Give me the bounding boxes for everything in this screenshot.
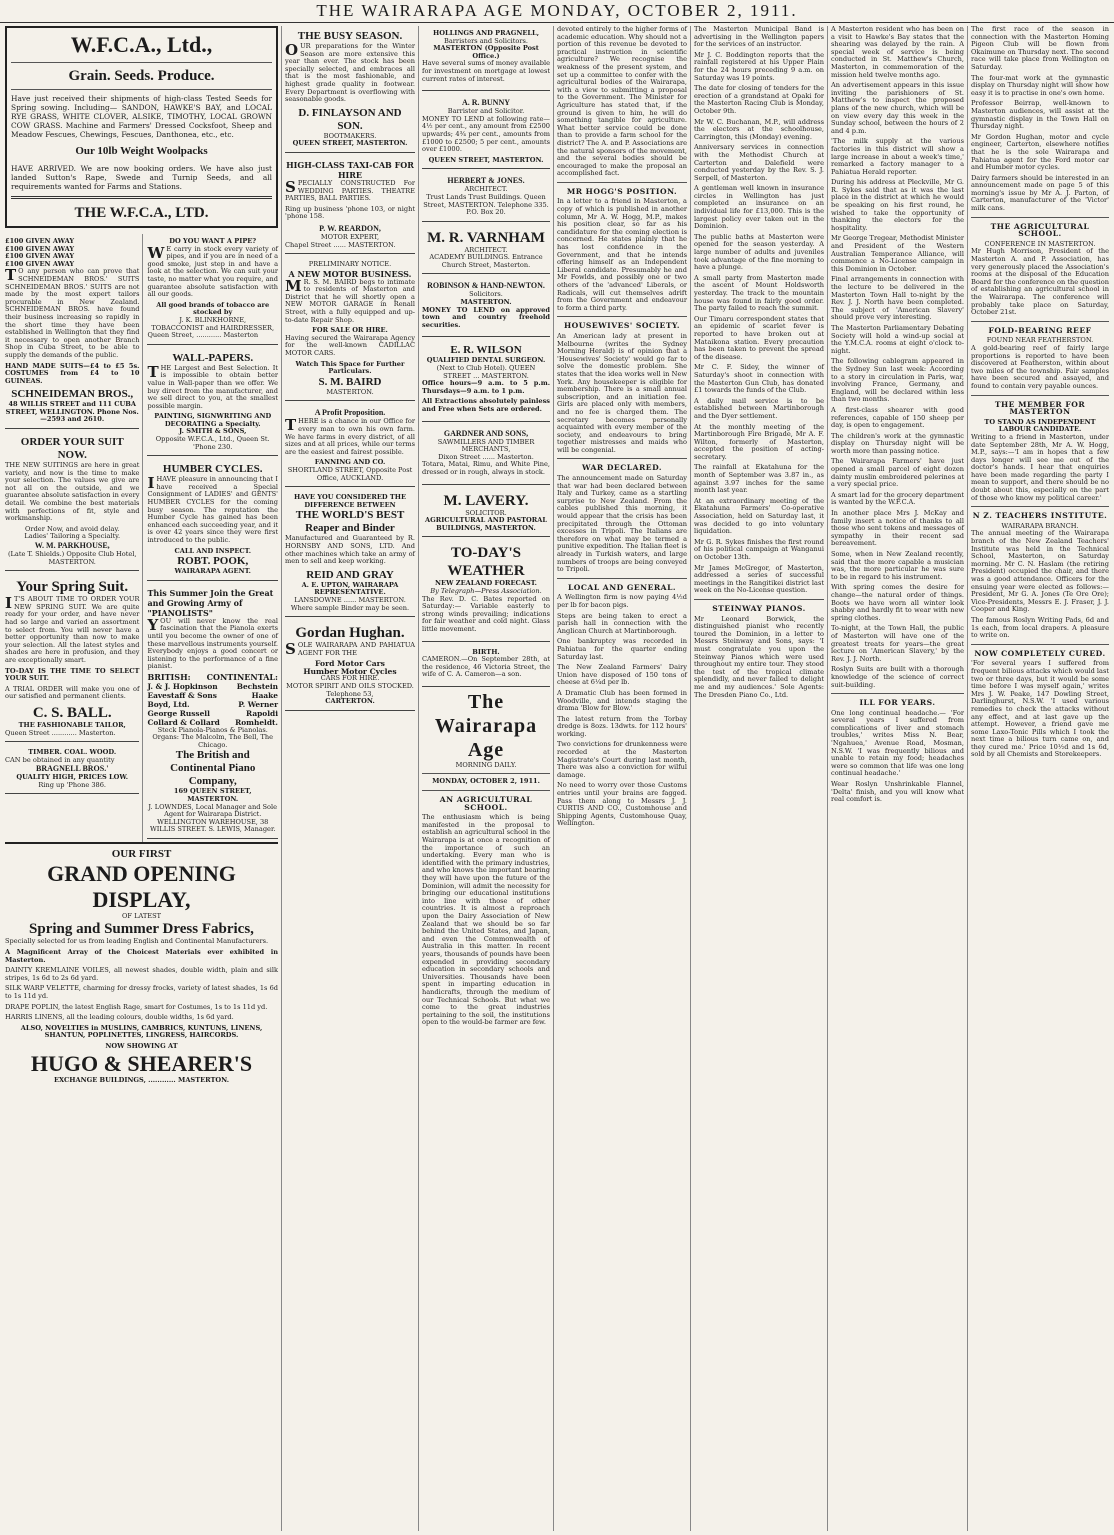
weather-body: The Rev. D. C. Bates reported on Saturday:— Variable easterly to strong winds prevailing; indications for fair weather and cold night. Glass little movement. — [422, 594, 550, 633]
robinson-body: MONEY TO LEND on approved town and country freehold securities. — [422, 305, 550, 329]
timber-ring: Ring up 'Phone 386. — [38, 780, 107, 789]
maker-item: Haake — [251, 690, 278, 700]
gardner-name: GARDNER AND SONS, — [443, 428, 529, 438]
pianos-headers — [147, 671, 278, 682]
roslyn-body: The famous Roslyn Writing Pads, 6d and 1s each, from local drapers. A pleasure to write on. — [971, 615, 1109, 640]
local-item: One bankruptcy was recorded in Pahiatua for the quarter ending Saturday last. — [557, 637, 687, 661]
wallpapers-spec: PAINTING, SIGNWRITING AND DECORATING a Specialty. — [154, 412, 272, 428]
profit-addr: SHORTLAND STREET, Opposite Post Office, AUCKLAND. — [287, 465, 413, 482]
pianos-wellington: WELLINGTON WAREHOUSE, 38 WILLIS STREET. S. LEWIS, Manager. — [149, 817, 276, 834]
wfca-advert — [5, 26, 278, 228]
weather-by: By Telegraph—Press Association. — [430, 586, 542, 595]
wilson-hours: Office hours—9 a.m. to 5 p.m. Thursdays—9 a.m. to 1 p.m. — [422, 379, 550, 395]
birth-section — [422, 645, 550, 687]
pianos-advert — [147, 584, 278, 839]
varnham-name: M. R. VARNHAM — [427, 229, 545, 246]
wilson-body: All Extractions absolutely painless and Free when Sets are ordered. — [422, 397, 550, 413]
reef-body: A gold-bearing reef of fairly large proportions is reported to have been discovered at Featherston, within about two miles of the township. Fair samples have been secured and assayed, and found to contain very payable ounces. — [971, 343, 1109, 390]
wallpapers-advert — [147, 348, 278, 457]
lavery-sub: SOLICITOR. — [465, 508, 507, 517]
timber-name: BRAGNELL BROS.' — [35, 764, 109, 774]
busy-addr: QUEEN STREET, MASTERTON. — [292, 139, 408, 148]
spring-suit-body: IT'S ABOUT TIME TO ORDER YOUR NEW SPRING SUIT. We are quite ready for your order, and have never had so large and varied an assortment to select from. You will never have a better opportunity than now to make your selection. All the latest styles and shades are here in profusion, and they are exceptionally smart. — [5, 594, 140, 664]
hogg-body: In a letter to a friend in Masterton, a copy of which is published in another column, Mr A. W. Hogg, M.P., makes his position clear, so far as his candidature for the coming election is concerned. He states plainly that he has lost confidence in the Government, and that he intends offering himself as an Independent Liberal candidate. Presumably he and Mr Fowlds, and possibly one or two others of the 'advanced' Liberals, or Radicals, will cut themselves adrift from the Government and endeavour to form a third party. — [557, 197, 687, 312]
column-6 — [828, 26, 968, 1531]
maker-item: George Russell — [147, 708, 210, 718]
grand-latest: OF LATEST — [122, 911, 161, 920]
gardner-body: Totara, Matai, Rimu, and White Pine, dressed or in rough, always in stock. — [422, 460, 550, 476]
taxi-name: P. W. REARDON, — [319, 223, 381, 233]
grand-line: DRAPE POPLIN, the latest English Rage, smart for Costumes, 1s to 1s 11d yd. — [5, 1002, 268, 1011]
hughan-item: CARS FOR HIRE. — [320, 674, 380, 683]
hughan-name: Gordan Hughan. — [295, 625, 405, 642]
motor-prelim: PRELIMINARY NOTICE. — [308, 260, 392, 269]
timber-body: CAN be obtained in any quantity — [5, 755, 115, 764]
reaper-addr: LANSDOWNE ...... MASTERTON. — [294, 595, 406, 604]
herbert-advert — [422, 172, 550, 221]
member-sub: TO STAND AS INDEPENDENT LABOUR CANDIDATE. — [984, 417, 1096, 434]
divider — [557, 182, 687, 183]
war-body: The announcement made on Saturday that war had been declared between Italy and Turkey, came as a startling surprise to New Zealand. From the cables published this morning, it would appear that the crisis has been precipitated through the Ottoman excesses in Tripoli. The Italians are therefore on what may be termed a punitive expedition. The Italian fleet is already in Turkish waters, and large numbers of troops are being conveyed to Tripoli. — [557, 474, 687, 574]
reaper-head: HAVE YOU CONSIDERED THE DIFFERENCE BETWEEN — [293, 493, 407, 509]
continental-label: CONTINENTAL: — [206, 671, 278, 682]
steinway-body: Mr Leonard Borwick, the distinguished pianist who recently toured the Dominion, in a letter to Messrs Steinway and Sons, says: 'I must congratulate you upon the Steinway Pianos which were used throughout my entire tour. They stood the test of the tropical climate splendidly, and never failed to delight me and my audiences.' Sole Agents: The Dresden Piano Co., Ltd. — [694, 614, 824, 699]
school-sub: CONFERENCE IN MASTERTON. — [984, 239, 1096, 248]
suit-advert — [5, 432, 139, 571]
hogg-head: MR HOGG'S POSITION. — [566, 186, 678, 196]
news-item: A small party from Masterton made the ascent of Mount Holdsworth yesterday. The track to the mountain house was found in fairly good order. The party failed to reach the summit. — [694, 273, 824, 313]
pianos-body: YOU will never know the real fascination that the Pianola exerts until you become the owner of one of these marvellous instruments yourself. Everybody enjoys a good concert or listening to the performance of a fine pianist. — [147, 615, 278, 671]
suit-order: Order Now, and avoid delay. — [25, 524, 120, 533]
grand-line: SILK WARP VELETTE, charming for dressy frocks, variety of latest shades, 1s 6d to 1s 11d yd. — [5, 984, 278, 1001]
news-item: The Masterton Parliamentary Debating Society will hold a wind-up social at the Y.M.C.A. rooms at eight o'clock to-night. — [831, 323, 964, 355]
pianos-manager: J. LOWNDES, Local Manager and Sole Agent for Wairarapa District. — [148, 802, 278, 819]
bunny-addr: QUEEN STREET, MASTERTON. — [428, 155, 544, 164]
column-1-split — [5, 234, 278, 842]
local-item: The New Zealand Farmers' Dairy Union have disposed of 150 tons of cheese at 6¼d per lb. — [557, 663, 687, 687]
taxi-sub: MOTOR EXPERT, — [320, 232, 380, 241]
column-3 — [419, 26, 554, 1531]
humber-body: IHAVE pleasure in announcing that I have received a Special Consignment of LADIES' and GENTS' HUMBER CYCLES for the coming busy season. The reputation the Humber Cycle has gained has been enhanced each succeeding year, and it is over 42 years since they were first introduced to the public. — [147, 474, 278, 544]
hollings-advert — [422, 26, 550, 91]
paper-title-block — [422, 690, 550, 1027]
timber-quality: QUALITY HIGH, PRICES LOW. — [16, 773, 129, 782]
reef-head: FOLD-BEARING REEF — [988, 325, 1092, 335]
spring-suit-head: Your Spring Suit. — [16, 579, 129, 596]
hollings-name: HOLLINGS AND PRAGNELL, — [432, 29, 539, 37]
british-label: BRITISH: — [147, 671, 191, 682]
pipe-sub: TOBACCONIST and HAIRDRESSER, — [151, 323, 275, 332]
profit-advert — [285, 404, 415, 487]
humber-call: CALL AND INSPECT. — [174, 546, 251, 555]
news-item: Mr W. C. Buchanan, M.P., will address the electors at the schoolhouse, Carrington, this (Monday) evening. — [694, 117, 824, 141]
divider — [422, 773, 550, 774]
motor-head: A NEW MOTOR BUSINESS. — [288, 268, 412, 279]
humber-sub: WAIRARAPA AGENT. — [174, 567, 251, 576]
news-item: A Masterton resident who has been on a visit to Hawke's Bay states that the shearing was delayed by the rain. A special week of service is being conducted in St. Matthew's Church, Masterton, in commemoration of the mission held twelve months ago. — [831, 26, 964, 79]
grand-intro: Specially selected for us from leading English and Continental Manufacturers. — [5, 937, 269, 946]
suit-body: THE NEW SUITINGS are here in great variety, and now is the time to make your selection. The values we give are not all on the outside, and we guarantee absolute satisfaction in every detail. We combine the best materials with perfections of fit, style and workmanship. — [5, 461, 140, 523]
herbert-sub: ARCHITECT. — [464, 185, 508, 194]
news-item: Dairy farmers should be interested in an announcement made on page 5 of this morning's issue by Mr A. J. Parton, of Carterton, manufacturer of the 'Victor' milk cans. — [971, 173, 1109, 213]
schneideman-made: HAND MADE SUITS—£4 to £5 5s. COSTUMES from £4 to 10 GUINEAS. — [5, 361, 140, 385]
humber-name: ROBT. POOK, — [177, 555, 249, 568]
news-item: 'The milk supply at the various factories in this district will show a large increase in about a week's time,' remarked a factory manager to a Pahiatua Herald reporter. — [831, 137, 964, 176]
news-item: An advertisement appears in this issue inviting the parishioners of St. Matthew's to inspect the proposed plans of the new church, which will be on view every day this week in the Sunday school, between the hours of 2 and 4 p.m. — [831, 81, 964, 135]
news-item: Mr G. R. Sykes finishes the first round of his political campaign at Wanganui on October 13th. — [694, 537, 824, 561]
grand-first: OUR FIRST — [111, 847, 172, 860]
lavery-name: M. LAVERY. — [443, 492, 529, 509]
suit-addr: (Late T. Shields.) Opposite Club Hotel, MASTERTON. — [7, 550, 137, 566]
grand-array: A Magnificent Array of the Choicest Materials ever exhibited in Masterton. — [5, 948, 278, 964]
birth-head: BIRTH. — [472, 647, 500, 656]
local-item: The latest return from the Torbay dredge is 8ozs. 13dwts. for 112 hours' working. — [557, 714, 687, 738]
birth-body: CAMERON.—On September 28th, at the residence, 46 Victoria Street, the wife of C. A. Cameron—a son. — [422, 655, 550, 679]
column-5 — [691, 26, 828, 1531]
column-1b — [147, 234, 278, 842]
news-item: The public baths at Masterton were opened for the season yesterday. A large number of adults and juveniles took advantage of the fine morning to have a plunge. — [694, 232, 824, 272]
motor-sale: FOR SALE OR HIRE. — [312, 326, 388, 335]
maker-item: P. Werner — [238, 699, 278, 709]
news-item: Professor Beirrap, well-known to Masterton audiences, will assist at the gymnastic display in the Town Hall on Thursday night. — [971, 99, 1109, 131]
pipe-addr: Queen Street, ............ Masterton — [147, 331, 259, 340]
maker-item: Eavestaff & Sons — [147, 690, 217, 700]
local-head: LOCAL AND GENERAL. — [567, 582, 677, 592]
grand-novelties: ALSO, NOVELTIES in MUSLINS, CAMBRICS, KUNTUNS, LINENS, SHANTUN, POPLINETTES, LINGRESS, HAIRCORDS. — [20, 1023, 263, 1040]
local-item: A Wellington firm is now paying 4½d per lb for bacon pigs. — [557, 593, 687, 609]
wilson-addr: (Next to Club Hotel). QUEEN STREET ... MASTERTON. — [436, 364, 536, 380]
pianos-addr: 169 QUEEN STREET, MASTERTON. — [173, 787, 252, 803]
teachers-head: N Z. TEACHERS INSTITUTE. — [972, 511, 1108, 521]
member-body: Writing to a friend in Masterton, under date September 28th, Mr A. W. Hogg, M.P., says:—'I am in hopes that a few days longer will see me out of the doctor's hands. I hear that enquiries have been made regarding the party I mean to support, and there should be no doubt about this, especially on the part of those who know my political career.' — [971, 432, 1109, 502]
profit-head: A Profit Proposition. — [314, 408, 386, 418]
divider — [971, 217, 1109, 218]
pipe-tobacco: All good brands of tobacco are stocked by — [156, 300, 270, 317]
maker-item: Collard & Collard — [147, 717, 220, 727]
spring-suit-trial: A TRIAL ORDER will make you one of our satisfied and permanent clients. — [5, 684, 140, 701]
grand-name: HUGO & SHEARER'S — [30, 1050, 253, 1076]
cured-head: NOW COMPLETELY CURED. — [974, 648, 1106, 658]
wilson-sub: QUALIFIED DENTAL SURGEON. — [426, 356, 546, 365]
timber-head: TIMBER. COAL. WOOD. — [28, 748, 117, 757]
news-item: The Wairarapa Farmers' have just opened a small parcel of eight dozen dainty muslin embroidered pelerines at a very special price. — [831, 457, 964, 489]
wfca-subtitle: Grain. Seeds. Produce. — [68, 68, 215, 84]
bunny-body: MONEY TO LEND at following rate—4½ per cent., any amount from £2500 upwards; 4¾ per cent., amounts from £1000 to £2500; 5 per cent., amounts over £1000. — [422, 114, 550, 154]
paper-date: MONDAY, OCTOBER 2, 1911. — [432, 777, 540, 786]
varnham-sub: ARCHITECT. — [464, 245, 508, 254]
wallpapers-name: J. SMITH & SONS, — [179, 427, 247, 436]
hughan-item: MOTOR SPIRIT AND OILS STOCKED. — [286, 682, 414, 691]
news-item: Mr George Tregear, Methodist Minister and President of the Western Australian Temperance Alliance, will commence a No-License campaign in this Dominion in October. — [831, 234, 964, 273]
given-away-2: £100 GIVEN AWAY — [5, 244, 75, 253]
maker-item: Romheldt. — [235, 717, 278, 727]
grand-head: GRAND OPENING DISPLAY, — [47, 860, 236, 912]
wfca-footer: THE W.F.C.A., LTD. — [74, 205, 209, 221]
wallpapers-body: THE Largest and Best Selection. It is impossible to obtain better value in Wall-paper than we offer. We buy direct from the manufacturer, and we sell direct to you, at the smallest possible margin. — [147, 362, 278, 410]
news-item: The four-mat work at the gymnastic display on Thursday night will show how easy it is to practise in one's own home. — [971, 73, 1109, 97]
teachers-body: The annual meeting of the Wairarapa branch of the New Zealand Teachers' Institute was held in the Technical School, Masterton, on Saturday morning. Mr C. N. Haslam (the retiring President) occupied the chair, and there was a good attendance. Officers for the ensuing year were elected as follows:— President, Mr G. A. Jones (Te Ore Ore); Vice-Presidents, Messrs E. J. Fraser, J. J. Cooper and King. — [971, 529, 1109, 614]
news-item: Roslyn Suits are built with a thorough knowledge of the science of correct suit-building. — [831, 665, 964, 689]
news-item: Final arrangements in connection with the lecture to be delivered in the Masterton Town Hall to-night by the Rev. J. J. North have been completed. The subject of 'American Slavery' should prove very interesting. — [831, 275, 964, 322]
news-item: At the monthly meeting of the Martinborough Fire Brigade, Mr A. F. Wilton, formerly of Masterton, accepted the position of acting-secretary. — [694, 422, 824, 461]
bunny-name: A. R. BUNNY — [462, 98, 510, 108]
wfca-title: W.F.C.A., Ltd., — [70, 32, 213, 57]
busy-head: THE BUSY SEASON. — [297, 30, 403, 42]
news-item: The following cablegram appeared in the Sydney Sun last week: According to a story in circulation in Paris, war, involving France, Germany, and England, will be declared within less than two months. — [831, 357, 964, 404]
reaper-note: Where sample Binder may be seen. — [290, 603, 410, 612]
profit-body: THERE is a chance in our Office for every man to own his own farm. We have farms in every district, of all sizes and at all prices, while our terms are the easiest and fairest possible. — [285, 416, 415, 456]
robinson-sub: Solicitors. — [469, 290, 503, 299]
robinson-advert — [422, 277, 550, 337]
wallpapers-addr: Opposite W.F.C.A., Ltd., Queen St. 'Phone 230. — [155, 435, 270, 451]
pipe-name: J. K. BLINKHORNE, — [179, 315, 247, 324]
maker-item: Rapoldi — [246, 708, 278, 718]
suit-name: W. M. PARKHOUSE, — [34, 541, 110, 550]
spring-suit-name: C. S. BALL. — [32, 704, 112, 721]
member-head: THE MEMBER FOR MASTERTON — [994, 399, 1086, 417]
wilson-name: E. R. WILSON — [450, 344, 522, 357]
column-2 — [282, 26, 419, 1531]
divider — [11, 196, 272, 199]
news-item: Mr J. C. Boddington reports that the rainfall registered at his Upper Plain for the 24 hours preceding 9 a.m. on Saturday was 19 points. — [694, 50, 824, 82]
busy-body: OUR preparations for the Winter Season are more extensive this year than ever. The stock has been specially selected, and embraces all that is the most fashionable, and highest grade quality in footwear. Every Department is overflowing with seasonable goods. — [285, 41, 415, 104]
steinway-head: STEINWAY PIANOS. — [712, 603, 806, 613]
varnham-advert — [422, 225, 550, 275]
news-item: Mr Gordon Hughan, motor and cycle engineer, Carterton, elsewhere notifies that he is the sole Wairarapa and Pahiatua agent for the Ford motor car and Humber motor cycles. — [971, 132, 1109, 172]
taxi-advert — [285, 156, 415, 254]
news-item: A gentleman well known in insurance circles in Wellington has just completed an insurance on an individual life for £13,000. This is the largest policy ever taken out in the Dominion. — [694, 184, 824, 231]
maker-item: J. & J. Hopkinson — [147, 681, 218, 691]
grand-opening-advert — [5, 842, 278, 1084]
wfca-arrived: HAVE ARRIVED. We are now booking orders. We have also just landed Sutton's Rape, Swede and Turnip Seeds, and all requirements wanted for Farms and Stations. — [11, 164, 272, 191]
divider — [694, 599, 824, 600]
ill-head: ILL FOR YEARS. — [859, 698, 936, 708]
paper-title: The Wairarapa Age — [434, 690, 538, 761]
news-item: Mr C. F. Sidey, the winner of Saturday's shoot in connection with the Masterton Gun Club, has donated £1 towards the funds of the Club. — [694, 363, 824, 395]
news-item: A daily mail service is to be established between Martinborough and the Dyer settlement. — [694, 396, 824, 420]
news-item: In another place Mrs J. McKay and family insert a notice of thanks to all those who sent tokens and messages of sympathy in their recent sad bereavement. — [831, 509, 964, 548]
spring-suit-addr: Queen Street ............ Masterton. — [5, 728, 116, 737]
weather-sub: NEW ZEALAND FORECAST. — [435, 579, 537, 588]
news-item: Some, when in New Zealand recently, said that the more capable a musician was, the more particular he was sure to be in regard to his instrument. — [831, 550, 964, 581]
divider — [557, 458, 687, 459]
grand-line: DAINTY KREMLAINE VOILES, all newest shades, double width, plain and silk stripes, 1s 6d to 2s 6d yard. — [5, 966, 278, 982]
herbert-name: HERBERT & JONES. — [447, 176, 525, 186]
masthead: THE WAIRARAPA AGE MONDAY, OCTOBER 2, 1911. — [0, 0, 1114, 23]
spring-suit-sub: THE FASHIONABLE TAILOR, — [18, 720, 126, 729]
grand-line: HARRIS LINENS, all the leading colours, double widths, 1s 6d yard. — [5, 1013, 234, 1022]
weather-section — [422, 540, 550, 641]
spring-suit-advert — [5, 574, 139, 742]
maker-item: Boyd, Ltd. — [147, 699, 190, 709]
column-7 — [968, 26, 1112, 1531]
divider — [11, 89, 272, 90]
agri-body: The enthusiasm which is being manifested in the proposal to establish an agricultural school in the Wairarapa is at once a recognition of the importance of such an undertaking. Every man who is identified with the primary industries, and who knows the important bearing they will have upon the future of the Dominion, will admit the necessity for bringing our educational institutions into line with those of other countries. It is almost a reproach upon the Dairy Association of New Zealand that we should be so far behind the United States, and Japan, and even the Commonwealth of Australia in this matter. In recent years, thousands of pounds have been expended in providing secondary education in secondary schools and Universities. Thousands have been spent in imparting education in handicrafts, through the medium of our Technical Schools. But what we come to the great industries pertaining to the soil, the institutions open to the would-be farmer are few. — [422, 813, 550, 1027]
ill-body: One long continual headache.— 'For several years I suffered from complications of liver and stomach troubles,' writes Miss N. Bear, 'Ngahuea,' Avenue Road, Mosman, N.S.W. 'I was frequently bilious and unable to retain my food; headaches were so common that life was one long continual headache.' — [831, 708, 964, 778]
news-item: A smart lad for the grocery department is wanted by the W.F.C.A. — [831, 490, 964, 507]
divider — [557, 316, 687, 317]
pipe-head: DO YOU WANT A PIPE? — [169, 237, 257, 245]
news-item: A first-class shearer with good references, capable of 150 sheep per day, is open to engagement. — [831, 405, 964, 430]
news-item: During his address at Pleckville, Mr G. R. Sykes said that as it was the last place in the district at which he would be speaking on his first round, he wished to take the opportunity of thanking the electors for the hospitality. — [831, 178, 964, 232]
motor-name: S. M. BAIRD — [318, 375, 382, 388]
news-item: To-night, at the Town Hall, the public of Masterton will have one of the greatest treats for years—the great lecture on 'American Slavery,' by the Rev. J. J. North. — [831, 624, 964, 663]
wilson-advert — [422, 340, 550, 421]
maker-item: Bechstein — [236, 681, 278, 691]
given-away-1: £100 GIVEN AWAY — [5, 237, 75, 245]
hollings-body: Have several sums of money available for investment on mortgage at lowest current rates of interest. — [422, 59, 550, 83]
gardner-addr: Dixon Street ...... Masterton. — [438, 452, 534, 461]
reef-sub: FOUND NEAR FEATHERSTON. — [986, 336, 1094, 345]
reaper-advert — [285, 490, 415, 617]
lavery-advert — [422, 488, 550, 538]
teachers-sub: WAIRARAPA BRANCH. — [1001, 521, 1079, 530]
news-item: At an extraordinary meeting of the Ekatahuna Farmers' Co-operative Association, held on Saturday last, it was decided to go into voluntary liquidation. — [694, 496, 824, 536]
humber-head: HUMBER CYCLES. — [162, 463, 263, 476]
spring-suit-today: TO-DAY IS THE TIME TO SELECT YOUR SUIT. — [5, 666, 140, 683]
paper-sub: MORNING DAILY. — [455, 760, 517, 769]
motor-watch: Watch This Space for Further Particulars. — [295, 359, 405, 376]
pipe-advert — [147, 234, 278, 345]
school-body: Mr Hugh Morrison, President of the Masterton A. and P. Association, has very generously placed the Association's rooms at the disposal of the Education Board for the conference on the question of establishing an agricultural school in the Wairarapa. The conference will probably take place on Saturday, October 21st. — [971, 247, 1109, 317]
bunny-advert — [422, 94, 550, 169]
divider — [422, 790, 550, 791]
cured-body: 'For several years I suffered from frequent bilious attacks which would last two or three days, but it would be some time before I was myself again,' writes Mrs J. W. Peake, 147 Dowling Street, Darlinghurst, N.S.W. 'I used various remedies to check the attacks without any effect, and at last gave up the attempt. However, a friend gave me some Laxo-Tonic Pills which I took the next time a bilious turn came on, and they cured me.' Price 10½d and 1s 6d, sold by all Chemists and Storekeepers. — [971, 659, 1109, 759]
column-4 — [554, 26, 691, 1531]
gardner-advert — [422, 425, 550, 485]
schneideman-name: SCHNEIDEMAN BROS., — [11, 388, 134, 401]
pianos-head: This Summer Join the Great and Growing Army of "PIANOLISTS" — [147, 587, 274, 618]
wfca-text: Have just received their shipments of high-class Tested Seeds for Spring sowing. Including— SANDON, HAWKE'S BAY, and LOCAL RYE GRASS, WHITE CLOVER, ALSIKE, TIMOTHY, LOCAL GROWN COW GRASS. Machine and Farmers' Dressed Cocksfoot, Sheep and Meadow Fescues, Chewings, Fescues, Danthonea, etc., etc. — [11, 94, 272, 139]
pipe-body: WE carry in stock every variety of pipes, and if you are in need of a good smoke, just step in and have a look at the selection. We can suit your taste, no matter what you require, and guarantee absolute satisfaction with all our goods. — [147, 243, 278, 299]
divider — [831, 693, 964, 694]
news-item: The rainfall at Ekatahuna for the month of September was 3.87 in., as against 3.97 inches for the same month last year. — [694, 463, 824, 495]
local-item: Steps are being taken to erect a parish hall in connection with the Anglican Church at Martinborough. — [557, 611, 687, 635]
pianos-company: The British and Continental Piano Company, — [170, 749, 256, 788]
profit-name: FANNING AND CO. — [314, 458, 386, 467]
schneideman-advert — [5, 234, 139, 429]
column-1a — [5, 234, 143, 842]
divider — [971, 644, 1109, 645]
wfca-woolpacks: Our 10lb Weight Woolpacks — [75, 145, 208, 157]
makers-british — [147, 682, 219, 727]
busy-advert — [285, 26, 415, 153]
pianos-makers — [147, 682, 278, 727]
local-item: No need to worry over those Customs entries until your brains are fagged. Pass them along to Messrs J. J. CURTIS AND CO., Customhouse and Shipping Agents, Customhouse Quay, Wellington. — [557, 781, 687, 828]
busy-sub: BOOTMAKERS. — [323, 131, 377, 140]
grand-fabrics: Spring and Summer Dress Fabrics, — [29, 921, 254, 938]
news-item: The children's work at the gymnastic display on Thursday night will be worth more than passing notice. — [831, 431, 964, 455]
hughan-addr: CARTERTON. — [325, 697, 375, 706]
weather-head: TO-DAY'S WEATHER — [447, 545, 525, 580]
hughan-body: SOLE WAIRARAPA AND PAHIATUA AGENT FOR THE — [285, 640, 415, 659]
reaper-title: THE WORLD'S BEST Reaper and Binder — [295, 509, 405, 535]
taxi-head: HIGH-CLASS TAXI-CAB FOR HIRE — [286, 159, 414, 180]
pianos-organs: Organs: The Malcolm, The Bell, The Chicago. — [152, 733, 274, 749]
varnham-addr: ACADEMY BUILDINGS. Entrance Church Street, Masterton. — [429, 253, 543, 269]
news-item: Anniversary services in connection with the Methodist Church at Carterton and Dalefield were conducted yesterday by the Rev. S. J. Serpell, of Masterton. — [694, 143, 824, 182]
timber-advert — [5, 745, 139, 794]
given-away-3: £100 GIVEN AWAY — [5, 252, 75, 261]
grand-addr: EXCHANGE BUILDINGS, ............ MASTERTON. — [53, 1075, 230, 1084]
makers-continental — [235, 682, 278, 727]
humber-advert — [147, 459, 278, 581]
motor-agent: Having secured the Wairarapa Agency for the well-known CADILLAC MOTOR CARS. — [285, 333, 415, 358]
hollings-addr: MASTERTON (Opposite Post Office.) — [433, 44, 539, 60]
gardner-sub: SAWMILLERS AND TIMBER MERCHANTS, — [437, 437, 535, 454]
given-away-4: £100 GIVEN AWAY — [5, 259, 75, 268]
housewives-body: An American lady at present in Melbourne (writes the Sydney Morning Herald) is of opinion that a 'Housewives' Society' would go far to solve the domestic problem. She states that the idea works well in New York. Any housekeeper is eligible for membership. There is a small annual subscription, and an initiation fee. Girls are placed only with members, and no fee is charged them. The secretary becomes personally acquainted with every member of the society, and endeavours to bring together mistresses and maids who will be congenial. — [557, 331, 687, 454]
taxi-addr: Chapel Street ...... MASTERTON. — [285, 240, 396, 249]
school-head: THE AGRICULTURAL SCHOOL. — [990, 221, 1090, 239]
divider — [11, 62, 272, 63]
local-item: A Dramatic Club has been formed in Woodville, and intends staging the drama 'Blow for Blow.' — [557, 688, 687, 713]
column-1 — [2, 26, 282, 1531]
local-item: Two convictions for drunkenness were recorded at the Masterton Magistrate's Court during last month, There was also a conviction for wilful damage. — [557, 740, 687, 779]
robinson-addr: MASTERTON. — [460, 298, 512, 307]
divider — [971, 506, 1109, 507]
news-item: Our Timaru correspondent states that an epidemic of scarlet fever is reported to have broken out at Mataikona station. Every precaution has been taken to prevent the spread of the disease. — [694, 314, 824, 361]
busy-name: D. FINLAYSON AND SON. — [298, 106, 402, 132]
reaper-body: Manufactured and Guaranteed by R. HORNSBY AND SONS, LTD. And other machines which take an army of men to sell and keep working. — [285, 534, 415, 566]
suit-ladies: Ladies' Tailoring a Specialty. — [24, 532, 121, 541]
herbert-addr: Trust Lands Trust Buildings. Queen Street, MASTERTON. Telephone 335. P.O. Box 20. — [423, 192, 549, 217]
wear-body: Wear Roslyn Unshrinkable Flannel, 'Delta' finish, and you will know what real comfort is. — [831, 780, 964, 804]
housewives-head: HOUSEWIVES' SOCIETY. — [563, 321, 681, 331]
hollings-sub: Barristers and Solicitors. — [443, 36, 528, 45]
hughan-item: Ford Motor Cars — [315, 659, 385, 669]
agri-more: devoted entirely to the higher forms of academic education. Why should not a portion of this revenue be devoted to practical instruction in scientific agriculture? We recognise the weakness of the present system, and set up a committee to confer with the agricultural bodies of the Wairarapa, with a view to submitting a proposal to the Government. The Minister for Agriculture has stated that, if the ground is given to him, he will do something tangible for agriculture. What better service could be done than to provide a farm school for the district? The A. and P. Associations are the natural sponsors of the movement, and the several bodies should be encouraged to make the proposal an accomplished fact. — [557, 26, 687, 178]
wallpapers-head: WALL-PAPERS. — [172, 351, 254, 364]
news-item: The Masterton Municipal Band is advertising in the Wellington papers for the services of an instructor. — [694, 26, 824, 49]
hughan-advert — [285, 620, 415, 711]
reaper-agent: A. E. UPTON, WAIRARAPA REPRESENTATIVE. — [301, 580, 399, 597]
news-item: With spring comes the desire for change—the natural order of things. Boots we have worn all winter look shabby and hardly fit to wear with new spring clothes. — [831, 583, 964, 622]
taxi-body: SPECIALLY CONSTRUCTED For WEDDING PARTIES. THEATRE PARTIES, BALL PARTIES. — [285, 177, 415, 203]
news-item: The first race of the season in connection with the Masterton Homing Pigeon Club will be flown from Okaimune on Thursday next. The second race will take place from Wellington on Saturday. — [971, 26, 1109, 71]
grand-showing: NOW SHOWING AT — [105, 1042, 178, 1050]
hughan-item: Humber Motor Cycles — [303, 666, 397, 676]
war-head: WAR DECLARED. — [581, 463, 663, 473]
taxi-ring: Ring up business 'phone 103, or night 'phone 158. — [285, 204, 415, 221]
reaper-name: REID AND GRAY — [306, 568, 394, 581]
agri-head: AN AGRICULTURAL SCHOOL. — [439, 795, 533, 812]
bunny-sub: Barrister and Solicitor. — [447, 107, 525, 116]
divider — [971, 321, 1109, 322]
motor-body: MR. S. M. BAIRD begs to intimate to residents of Masterton and District that he will shortly open a NEW MOTOR GARAGE in Renall Street, with a fully equipped and up-to-date Repair Shop. — [285, 276, 415, 324]
divider — [557, 578, 687, 579]
motor-addr: MASTERTON. — [326, 387, 374, 396]
schneideman-body: TO any person who can prove that SCHNEIDEMAN BROS.' SUITS SCHNEIDEMAN BROS.' SUITS are not made by the most expert tailors procurable in New Zealand. SCHNEIDEMAN BROS. have found their business increasing so rapidly in the short time they have been established in Wellington that they find it necessary to open another Branch Shop in Cuba Street, to be able to supply the demands of the public. — [5, 266, 140, 359]
news-item: The date for closing of tenders for the erection of a grandstand at Opaki for the Masterton Racing Club is Monday, October 9th. — [694, 84, 824, 115]
lavery-addr: AGRICULTURAL AND PASTORAL BUILDINGS, MASTERTON. — [425, 516, 547, 532]
schneideman-addr: 48 WILLIS STREET and 111 CUBA STREET, WELLINGTON. Phone Nos.—2593 and 2610. — [5, 400, 139, 424]
news-item: Mr James McGregor, of Masterton, addressed a series of successful meetings in the Rangitikei district last week on the No-License question. — [694, 563, 824, 595]
divider — [971, 395, 1109, 396]
robinson-name: ROBINSON & HAND-NEWTON. — [427, 281, 545, 291]
hughan-phone: Telephone 53, — [326, 689, 374, 698]
motor-advert — [285, 257, 415, 401]
pianos-steck: Steck Pianola-Pianos & Pianolas. — [157, 725, 268, 734]
suit-head: ORDER YOUR SUIT NOW. — [20, 436, 124, 462]
